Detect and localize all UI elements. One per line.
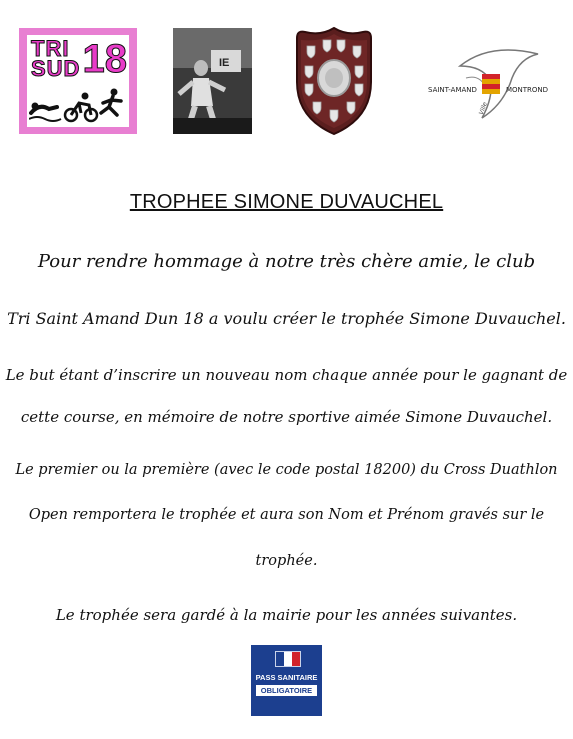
logo-tri-text: TRI <box>31 36 70 61</box>
paragraph-storage: Le trophée sera gardé à la mairie pour les années suivantes. <box>55 606 518 624</box>
paragraph-goal-line2: cette course, en mémoire de notre sportive aimée Simone Duvauchel. <box>20 408 553 426</box>
paragraph-intro: Pour rendre hommage à notre très chère amie, le club <box>37 251 536 272</box>
tri-sud-18-logo <box>19 28 137 134</box>
triathlete-silhouettes-icon <box>29 87 127 123</box>
ville-label-right: MONTROND <box>506 86 549 94</box>
logo-number-text: 18 <box>82 37 127 81</box>
french-flag-icon <box>275 651 301 667</box>
photo-sign-text: IE <box>219 57 230 69</box>
logo-sud-text: SUD <box>31 56 81 81</box>
paragraph-rule-line2: Open remportera le trophée et aura son Nom et Prénom gravés sur le <box>28 507 545 523</box>
pass-sanitaire-badge <box>251 645 322 716</box>
badge-line2: OBLIGATOIRE <box>256 685 317 696</box>
ville-saint-amand-logo <box>420 48 550 122</box>
badge-line1: PASS SANITAIRE <box>255 673 318 682</box>
ville-label-left: SAINT-AMAND <box>428 86 477 94</box>
paragraph-rule-line3: trophée. <box>255 553 318 569</box>
runner-photo <box>173 28 252 134</box>
ville-label-sub: Ville <box>477 101 489 116</box>
paragraph-goal-line1: Le but étant d’inscrire un nouveau nom chaque année pour le gagnant de <box>5 366 568 384</box>
trophy-shield-icon <box>291 26 377 136</box>
document-title: TROPHEE SIMONE DUVAUCHEL <box>129 191 444 213</box>
paragraph-club: Tri Saint Amand Dun 18 a voulu créer le trophée Simone Duvauchel. <box>7 309 566 328</box>
paragraph-rule-line1: Le premier ou la première (avec le code postal 18200) du Cross Duathlon <box>15 462 558 478</box>
